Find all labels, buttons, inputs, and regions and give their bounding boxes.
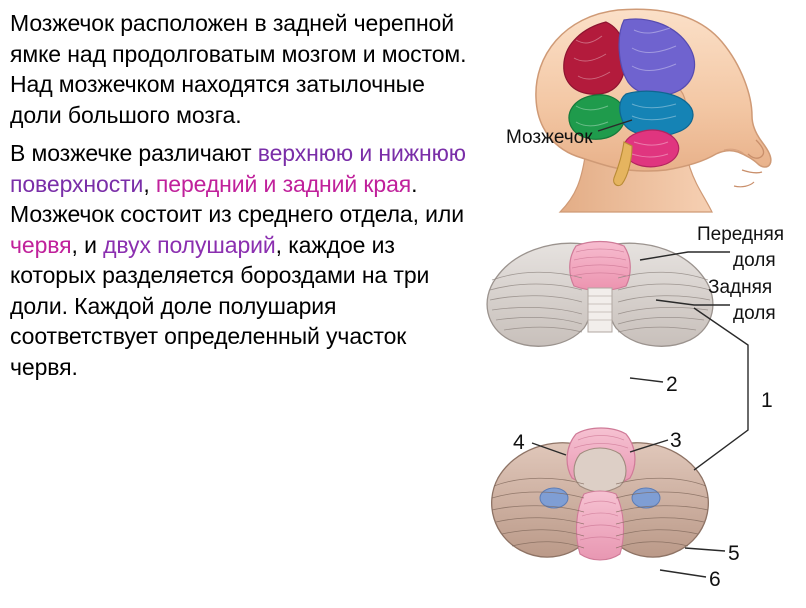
paragraph-1 [10, 8, 480, 130]
callout-6: 6 [709, 568, 721, 591]
head-with-brain-illustration [490, 0, 806, 215]
callout-2: 2 [666, 373, 678, 396]
label-posterior-lobe-line2: доля [733, 303, 776, 324]
leader-2 [630, 378, 663, 382]
label-cerebellum: Мозжечок [506, 127, 593, 148]
cerebellum-superior-view [480, 236, 720, 361]
p2-seg-8: , каждое из которых разделяется бороздами на три доли. Каждой доле полушария соответствует определенный участок червя. [10, 231, 430, 380]
callout-1: 1 [761, 389, 773, 412]
figure-area [480, 0, 806, 608]
callout-4: 4 [513, 431, 525, 454]
p2-seg-4: . Мозжечок состоит из среднего отдела, или [10, 170, 464, 227]
label-anterior-lobe-line2: доля [733, 250, 776, 271]
chin-line [734, 182, 754, 187]
p2-seg-5-highlight-vermis: червя [10, 231, 72, 258]
flocculus-right [632, 488, 660, 508]
paragraph-1-text: Мозжечок расположен в задней черепной ямке над продолговатым мозгом и мостом. Над мозжечком находятся затылочные доли большого мозга. [10, 10, 467, 128]
article-text-column [10, 8, 480, 384]
p2-seg-0: В мозжечке различают [10, 140, 258, 166]
label-anterior-lobe-line1: Передняя [697, 224, 785, 245]
label-posterior-lobe-line1: Задняя [708, 277, 773, 298]
flocculus-left [540, 488, 568, 508]
callout-3: 3 [670, 429, 682, 452]
p2-seg-7-highlight-hemispheres: двух полушарий [103, 231, 276, 258]
callout-5: 5 [728, 542, 740, 565]
p2-seg-6: , и [71, 231, 104, 258]
central-body [574, 448, 626, 492]
paragraph-2 [10, 138, 480, 382]
p2-seg-2: , [143, 170, 156, 197]
p2-seg-1-highlight-surfaces: верхнюю и нижнюю поверхности [10, 140, 466, 197]
p2-seg-3-highlight-edges: передний и задний края [155, 170, 412, 197]
vermis-strip [588, 288, 612, 332]
mouth-line [742, 170, 762, 173]
